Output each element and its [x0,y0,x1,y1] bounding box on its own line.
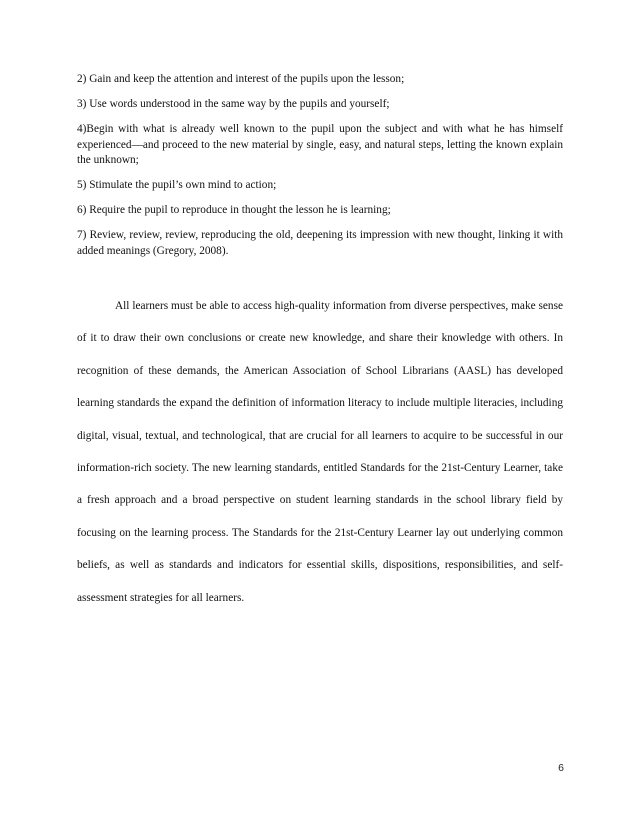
list-item: 4)Begin with what is already well known to the pupil upon the subject and with what he has himself experienced—and proceed to the new material by single, easy, and natural steps, letting the known explain the unknown; [77,123,563,166]
body-paragraph: All learners must be able to access high-quality information from diverse perspectives, make sense of it to draw their own conclusions or create new knowledge, and share their knowledge with others. In recognition of these demands, the American Association of School Librarians (AASL) has developed learning standards the expand the definition of information literacy to include multiple literacies, including digital, visual, textual, and technological, that are crucial for all learners to acquire to be successful in our information-rich society. The new learning standards, entitled Standards for the 21st-Century Learner, take a fresh approach and a broad perspective on student learning standards in the school library field by focusing on the learning process. The Standards for the 21st-Century Learner lay out underlying common beliefs, as well as standards and indicators for essential skills, dispositions, responsibilities, and self-assessment strategies for all learners. [77,300,563,604]
list-item: 5) Stimulate the pupil’s own mind to action; [77,179,277,191]
list-item: 7) Review, review, review, reproducing the old, deepening its impression with new thought, linking it with added meanings (Gregory, 2008). [77,229,563,257]
page-number: 6 [558,762,564,774]
numbered-list [77,72,563,269]
list-item: 6) Require the pupil to reproduce in thought the lesson he is learning; [77,204,391,216]
list-item: 3) Use words understood in the same way by the pupils and yourself; [77,98,390,110]
list-item: 2) Gain and keep the attention and interest of the pupils upon the lesson; [77,73,405,85]
